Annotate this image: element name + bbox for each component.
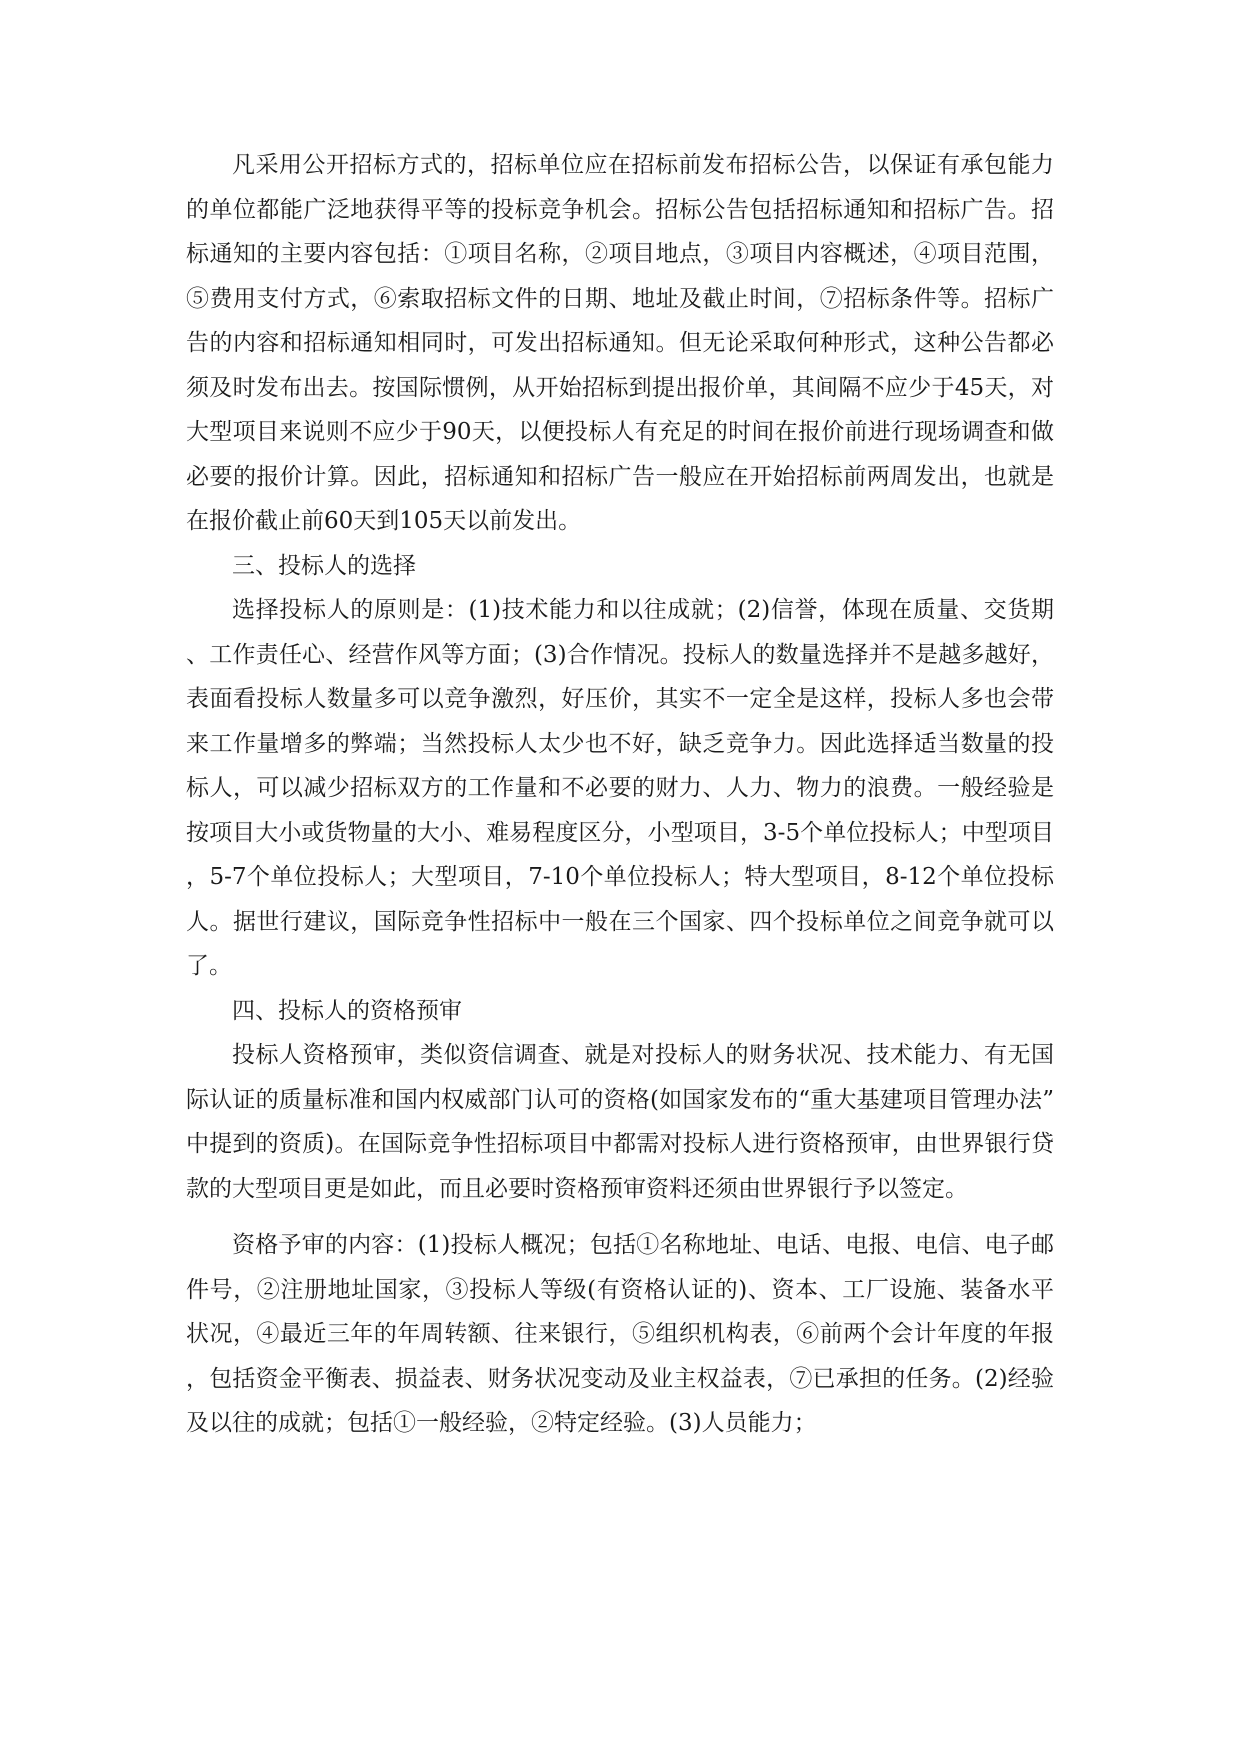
paragraph-prequalification-contents: 资格予审的内容：(1)投标人概况；包括①名称地址、电话、电报、电信、电子邮件号，②注册地址国家，③投标人等级(有资格认证的)、资本、工厂设施、装备水平状况，④最近三年的年周转额、往来银行，⑤组织机构表，⑥前两个会计年度的年报，包括资金平衡表、损益表、财务状况变动及业主权益表，⑦已承担的任务。(2)经验及以往的成就；包括①一般经验，②特定经验。(3)人员能力； [186, 1232, 1054, 1436]
section-heading-prequalification: 四、投标人的资格预审 [232, 997, 462, 1024]
paragraph-bidder-selection: 选择投标人的原则是：(1)技术能力和以往成就；(2)信誉，体现在质量、交货期、工作责任心、经营作风等方面；(3)合作情况。投标人的数量选择并不是越多越好，表面看投标人数量多可以竞争激烈，好压价，其实不一定全是这样，投标人多也会带来工作量增多的弊端；当然投标人太少也不好，缺乏竞争力。因此选择适当数量的投标人，可以减少招标双方的工作量和不必要的财力、人力、物力的浪费。一般经验是按项目大小或货物量的大小、难易程度区分，小型项目，3-5个单位投标人；中型项目，5-7个单位投标人；大型项目，7-10个单位投标人；特大型项目，8-12个单位投标人。据世行建议，国际竞争性招标中一般在三个国家、四个投标单位之间竞争就可以了。 [186, 597, 1054, 979]
paragraph-bidding-announcement: 凡采用公开招标方式的，招标单位应在招标前发布招标公告，以保证有承包能力的单位都能广泛地获得平等的投标竞争机会。招标公告包括招标通知和招标广告。招标通知的主要内容包括：①项目名称，②项目地点，③项目内容概述，④项目范围，⑤费用支付方式，⑥索取招标文件的日期、地址及截止时间，⑦招标条件等。招标广告的内容和招标通知相同时，可发出招标通知。但无论采取何种形式，这种公告都必须及时发布出去。按国际惯例，从开始招标到提出报价单，其间隔不应少于45天，对大型项目来说则不应少于90天，以便投标人有充足的时间在报价前进行现场调查和做必要的报价计算。因此，招标通知和招标广告一般应在开始招标前两周发出，也就是在报价截止前60天到105天以前发出。 [186, 152, 1054, 534]
paragraph-prequalification: 投标人资格预审，类似资信调查、就是对投标人的财务状况、技术能力、有无国际认证的质量标准和国内权威部门认可的资格(如国家发布的“重大基建项目管理办法”中提到的资质)。在国际竞争性招标项目中都需对投标人进行资格预审，由世界银行贷款的大型项目更是如此，而且必要时资格预审资料还须由世界银行予以签定。 [186, 1042, 1054, 1202]
document-body [186, 143, 1054, 1446]
section-heading-bidder-selection: 三、投标人的选择 [232, 552, 416, 579]
